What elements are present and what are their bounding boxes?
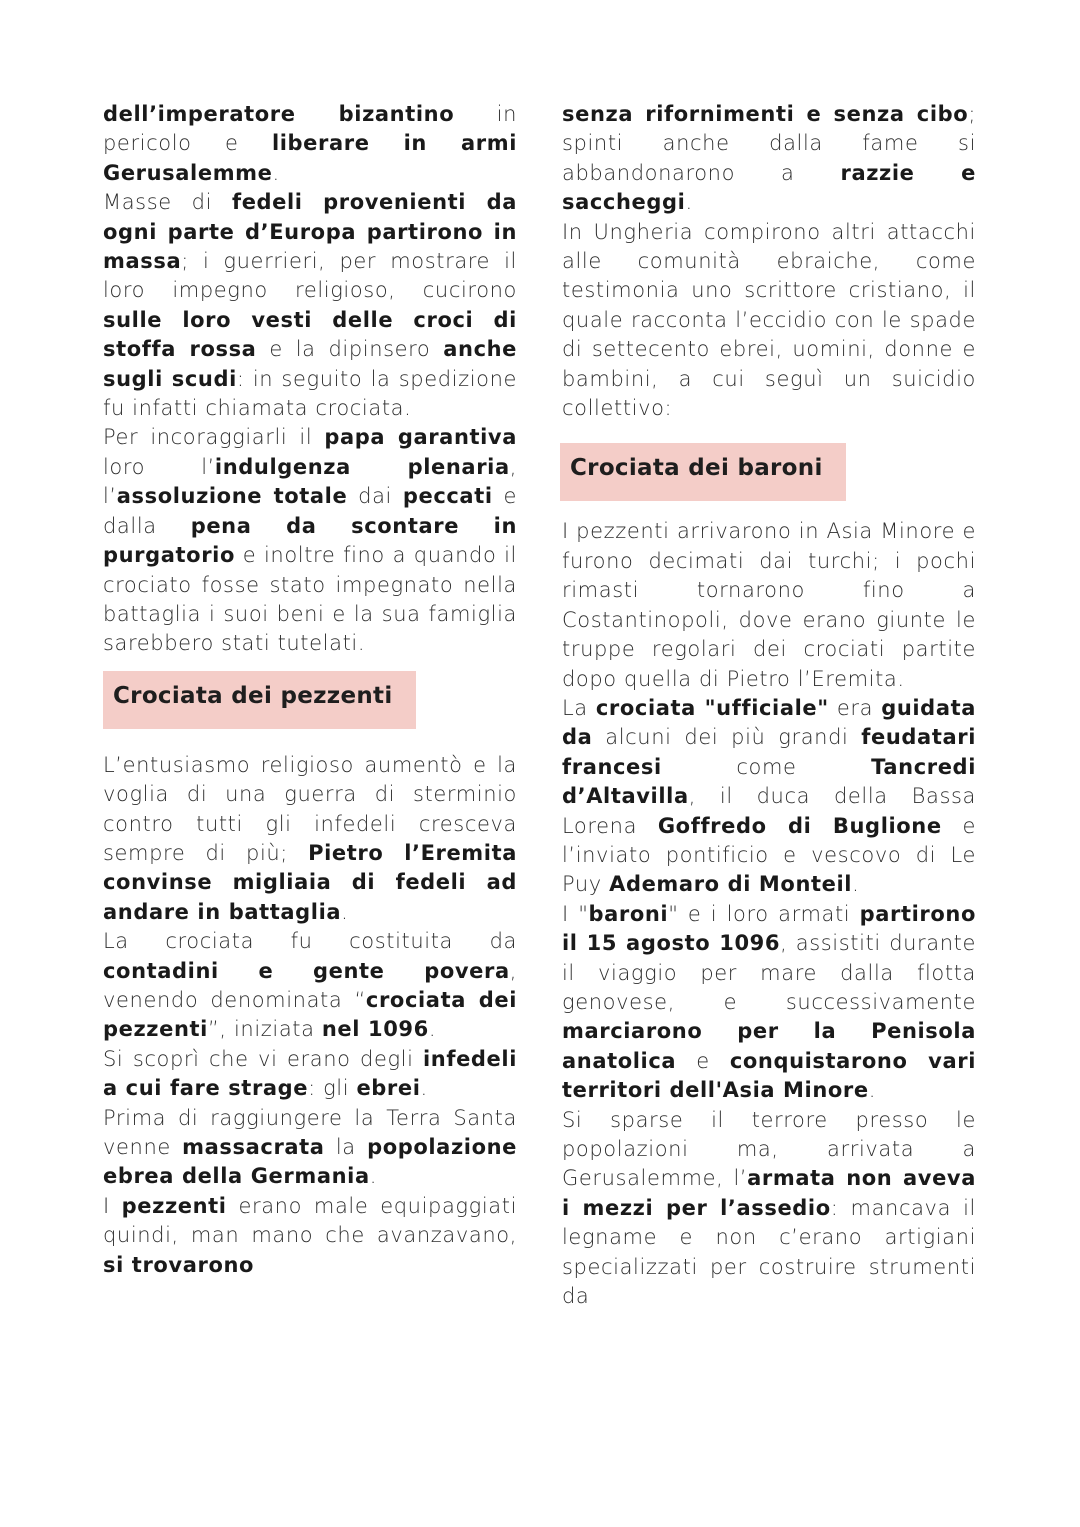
bold-text: pena da scontare in purgatorio bbox=[103, 513, 517, 568]
text-run: , venendo denominata “ bbox=[103, 958, 517, 1012]
bold-text: sulle loro vesti delle croci di stoffa rossa bbox=[103, 307, 517, 362]
text-run: ”, iniziata bbox=[207, 1017, 322, 1042]
text-run: alcuni dei più grandi bbox=[592, 725, 862, 750]
text-run: dai bbox=[347, 484, 403, 509]
bold-text: papa garantiva bbox=[324, 425, 517, 450]
bold-text: peccati bbox=[402, 484, 493, 509]
text-run: In Ungheria compirono altri attacchi alle comunità ebraiche, come testimonia uno scrittore cristiano, il quale racconta l’eccidio con le spade di settecento ebrei, uomini, donne e bambini, a cui seguì un suicidio collettivo: bbox=[562, 219, 976, 421]
paragraph bbox=[562, 1106, 976, 1312]
paragraph bbox=[103, 100, 517, 188]
bold-text: armata non aveva i mezzi per l’assedio bbox=[562, 1166, 976, 1220]
paragraph bbox=[562, 100, 976, 218]
bold-text: popolazione ebrea della Germania bbox=[103, 1135, 517, 1189]
text-run: , assistiti durante il viaggio per mare dalla flotta genovese, e successivamente bbox=[562, 931, 977, 1014]
bold-text: dell’imperatore bizantino bbox=[103, 102, 455, 126]
text-run: . bbox=[272, 160, 280, 185]
text-run: , l’ bbox=[103, 454, 518, 509]
text-run: . bbox=[420, 1076, 428, 1101]
bold-text: fedeli provenienti da ogni parte d’Europa partirono in massa bbox=[103, 190, 517, 274]
text-run: I " bbox=[562, 901, 589, 926]
bold-text: Pietro l’Eremita convinse migliaia di fedeli ad andare in battaglia bbox=[103, 840, 517, 924]
text-run: . bbox=[369, 1164, 377, 1189]
text-run: come bbox=[661, 754, 872, 779]
text-run: in pericolo e bbox=[103, 102, 517, 156]
paragraph bbox=[103, 751, 517, 927]
text-run: ; i guerrieri, per mostrare il loro impegno religioso, cucirono bbox=[103, 249, 517, 303]
bold-text: contadini e gente povera bbox=[103, 958, 510, 983]
text-run: . bbox=[428, 1017, 437, 1042]
bold-text: pezzenti bbox=[121, 1193, 227, 1218]
text-run: La bbox=[562, 695, 596, 720]
paragraph bbox=[562, 694, 976, 900]
bold-text: crociata dei pezzenti bbox=[103, 987, 517, 1042]
left-column bbox=[103, 100, 517, 1280]
text-run: L’entusiasmo religioso aumentò e la voglia di una guerra di sterminio contro tutti gli infedeli cresceva sempre di più; bbox=[103, 752, 517, 865]
text-run: Si sparse il terrore presso le popolazioni ma, arrivata a Gerusalemme, l’ bbox=[562, 1107, 976, 1191]
bold-text: Ademaro di Monteil bbox=[609, 872, 853, 897]
text-run: loro l’ bbox=[103, 454, 215, 479]
text-run: ; spinti anche dalla fame si abbandonarono a bbox=[562, 102, 976, 185]
text-run: Masse di bbox=[103, 190, 232, 215]
text-run: : gli bbox=[308, 1076, 357, 1101]
bold-text: Goffredo di Buglione bbox=[657, 813, 942, 838]
text-run: e dalla bbox=[103, 484, 518, 538]
bold-text: senza rifornimenti e senza cibo bbox=[562, 102, 969, 126]
right-column bbox=[562, 100, 976, 1311]
paragraph bbox=[103, 1192, 517, 1280]
bold-text: guidata da bbox=[562, 695, 976, 750]
bold-text: razzie e saccheggi bbox=[562, 160, 976, 215]
text-run: era bbox=[828, 695, 882, 720]
section-heading-crociata-dei-pezzenti: Crociata dei pezzenti bbox=[103, 671, 416, 729]
bold-text: ebrei bbox=[356, 1076, 421, 1101]
text-run: Per incoraggiarli il bbox=[103, 425, 325, 450]
paragraph bbox=[562, 900, 976, 1106]
bold-text: assoluzione totale bbox=[116, 484, 348, 509]
text-run: Si scoprì che vi erano degli bbox=[103, 1046, 423, 1071]
text-run: " e i loro armati bbox=[668, 901, 860, 926]
bold-text: si trovarono bbox=[103, 1252, 255, 1277]
paragraph bbox=[103, 1045, 517, 1104]
bold-text: crociata "ufficiale" bbox=[595, 695, 829, 720]
paragraph bbox=[103, 927, 517, 1045]
text-run: La crociata fu costituita da bbox=[103, 929, 517, 954]
text-run: I bbox=[103, 1193, 122, 1218]
section-heading-crociata-dei-baroni: Crociata dei baroni bbox=[560, 443, 846, 501]
bold-text: anche sugli scudi bbox=[103, 337, 518, 391]
bold-text: infedeli a cui fare strage bbox=[103, 1046, 517, 1101]
paragraph bbox=[562, 218, 976, 424]
text-run: Prima di raggiungere la Terra Santa venne bbox=[103, 1105, 517, 1159]
text-run: . bbox=[868, 1078, 877, 1103]
text-run: . bbox=[852, 872, 860, 897]
text-run: la bbox=[324, 1135, 368, 1159]
text-run: I pezzenti arrivarono in Asia Minore e furono decimati dai turchi; i pochi rimasti tornarono fino a Costantinopoli, dove erano giunte le truppe regolari dei crociati partite dopo quella di Pietro l’Eremita. bbox=[562, 519, 976, 691]
bold-text: marciarono per la Penisola anatolica bbox=[562, 1019, 976, 1073]
text-run: e la dipinsero bbox=[256, 337, 444, 362]
text-run: erano male equipaggiati quindi, man mano che avanzavano, bbox=[103, 1193, 517, 1248]
paragraph bbox=[103, 423, 517, 658]
paragraph bbox=[562, 517, 976, 693]
paragraph bbox=[103, 1104, 517, 1192]
bold-text: massacrata bbox=[182, 1135, 325, 1159]
text-run: : in seguito la spedizione fu infatti chiamata crociata. bbox=[103, 366, 518, 421]
text-run: e bbox=[676, 1048, 730, 1073]
paragraph bbox=[103, 188, 517, 423]
bold-text: Tancredi d’Altavilla bbox=[562, 754, 976, 809]
bold-text: liberare in armi Gerusalemme bbox=[103, 131, 518, 185]
text-run: . bbox=[685, 190, 693, 215]
text-run: . bbox=[341, 899, 349, 924]
bold-text: baroni bbox=[588, 901, 669, 926]
bold-text: conquistarono vari territori dell'Asia Minore bbox=[562, 1048, 976, 1103]
bold-text: nel 1096 bbox=[321, 1017, 429, 1042]
text-run: : mancava il legname e non c’erano artigiani specializzati per costruire strumenti da bbox=[562, 1195, 976, 1309]
text-run: e inoltre fino a quando il crociato fosse stato impegnato nella battaglia i suoi beni e la sua famiglia sarebbero stati tutelati. bbox=[103, 543, 517, 656]
bold-text: partirono il 15 agosto 1096 bbox=[562, 901, 976, 956]
text-run: e l’inviato pontificio e vescovo di Le Puy bbox=[562, 813, 977, 897]
text-run: , il duca della Bassa Lorena bbox=[562, 784, 976, 838]
bold-text: indulgenza plenaria bbox=[214, 454, 510, 479]
bold-text: feudatari francesi bbox=[562, 725, 976, 779]
